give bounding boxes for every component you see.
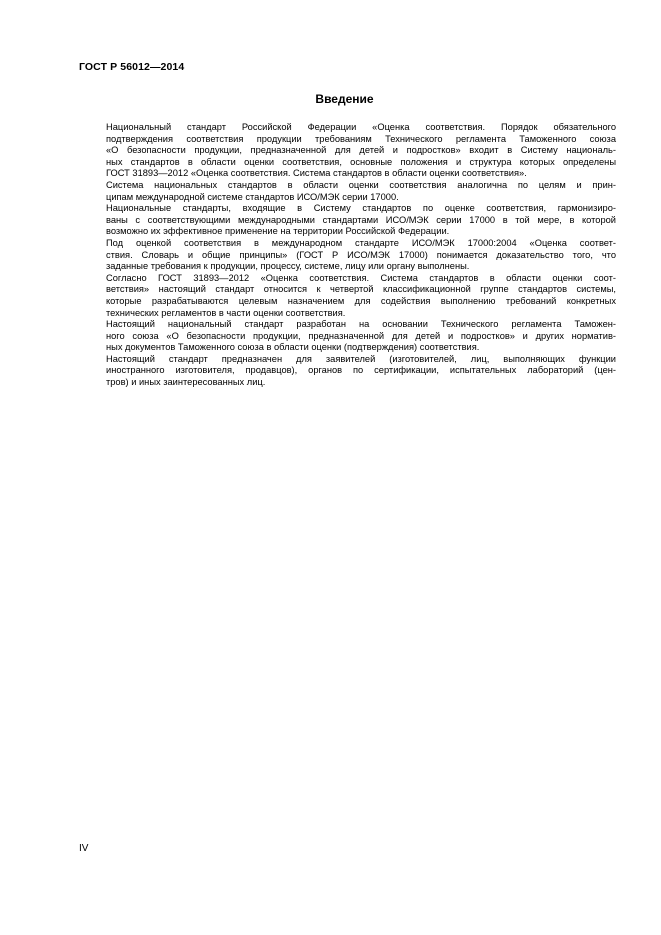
text-line: возможно их эффективное применение на территории Российской Федерации. [106,226,450,237]
paragraph [79,122,616,180]
text-line: «О безопасности продукции, предназначенной для детей и подростков» входит в Систему националь- [106,145,616,156]
text-line: технических регламентов в части оценки соответствия. [106,307,346,318]
paragraph [79,354,616,389]
introduction-body [79,122,616,389]
text-line: иностранного изготовителя, продавцов), органов по сертификации, испытательных лабораторий (цен- [106,365,616,376]
text-line: ципам международной системе стандартов ИСО/МЭК серии 17000. [106,191,399,202]
text-line: Согласно ГОСТ 31893—2012 «Оценка соответствия. Система стандартов в области оценки соот- [106,272,616,283]
text-line: ГОСТ 31893—2012 «Оценка соответствия. Система стандартов в области оценки соответствия». [106,168,527,179]
text-line: ного союза «О безопасности продукции, предназначенной для детей и подростков» и других норматив- [106,330,616,341]
text-line: тров) и иных заинтересованных лиц. [106,377,266,388]
paragraph [79,273,616,319]
text-line: ствия. Словарь и общие принципы» (ГОСТ Р ИСО/МЭК 17000) понимается доказательство того, что [106,249,616,260]
page-number: IV [79,843,89,854]
section-title: Введение [315,92,374,106]
text-line: заданные требования к продукции, процессу, системе, лицу или органу выполнены. [106,261,470,272]
text-line: Национальный стандарт Российской Федерации «Оценка соответствия. Порядок обязательного [106,122,616,132]
text-line: ветствия» настоящий стандарт относится к четвертой классификационной группе стандартов системы, [106,284,616,295]
text-line: Настоящий стандарт предназначен для заявителей (изготовителей, лиц, выполняющих функции [106,353,616,364]
text-line: ных стандартов в области оценки соответствия, основные положения и структура которых определены [106,156,616,167]
text-line: ных документов Таможенного союза в области оценки (подтверждения) соответствия. [106,342,480,353]
text-line: Под оценкой соответствия в международном стандарте ИСО/МЭК 17000:2004 «Оценка соответ- [106,237,616,248]
text-line: которые разрабатываются целевым назначением для содействия выполнению требований конкретных [106,295,616,306]
text-line: Настоящий национальный стандарт разработан на основании Технического регламента Таможен- [106,319,616,330]
text-line: Национальные стандарты, входящие в Систему стандартов по оценке соответствия, гармонизиро- [106,203,616,214]
text-line: Система национальных стандартов в области оценки соответствия аналогична по целям и прин- [106,179,616,190]
document-code: ГОСТ Р 56012—2014 [79,61,185,73]
paragraph [79,319,616,354]
text-line: подтверждения соответствия продукции требованиям Технического регламента Таможенного союза [106,133,616,144]
paragraph [79,203,616,238]
paragraph [79,180,616,203]
text-line: ваны с соответствующими международными стандартами ИСО/МЭК серии 17000 в той мере, в которой [106,214,616,225]
paragraph [79,238,616,273]
